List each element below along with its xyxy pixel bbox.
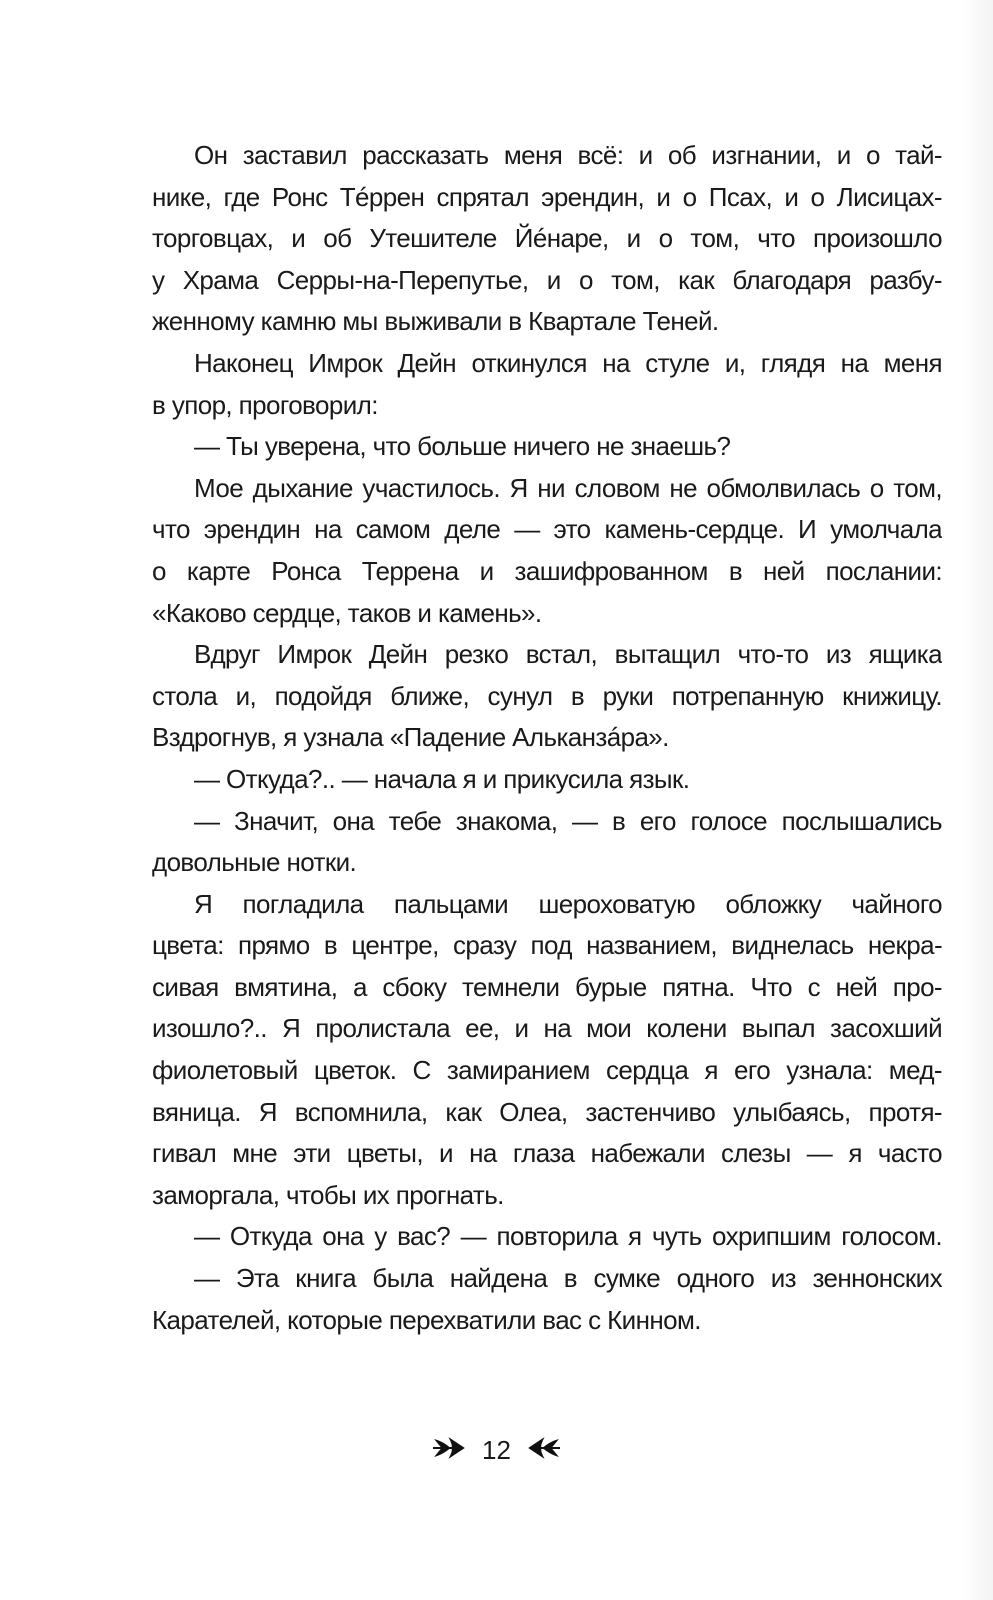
text-line: Он заставил рассказать меня всё: и об изгнании, и о тай- — [194, 140, 942, 170]
text-line: стола и, подойдя ближе, сунул в руки потрепанную книжицу. — [152, 680, 942, 711]
text-line: торговцах, и об Утешителе Йéнаре, и о том, что произошло — [152, 223, 942, 254]
text-line: в упор, проговорил: — [152, 389, 378, 420]
text-line: женному камню мы выживали в Квартале Теней. — [152, 306, 719, 337]
text-line: — Значит, она тебе знакома, — в его голосе послышались — [194, 805, 942, 836]
text-line: Я погладила пальцами шероховатую обложку чайного — [194, 888, 942, 919]
text-line: Карателей, которые перехватили вас с Кинном. — [152, 1304, 701, 1335]
text-line: сивая вмятина, а сбоку темнели бурые пятна. Что с ней про- — [152, 971, 942, 1002]
page-number: 12 — [482, 1435, 511, 1466]
text-line: цвета: прямо в центре, сразу под названием, виднелась некра- — [152, 930, 942, 961]
text-line: фиолетовый цветок. С замиранием сердца я его узнала: мед- — [152, 1055, 942, 1086]
text-line: что эрендин на самом деле — это камень-сердце. И умолчала — [152, 514, 942, 545]
text-line: — Откуда она у вас? — повторила я чуть охрипшим голосом. — [194, 1221, 942, 1252]
text-line: о карте Ронса Террена и зашифрованном в ней послании: — [152, 555, 942, 586]
body-text — [152, 135, 942, 1341]
text-line: — Эта книга была найдена в сумке одного из зеннонских — [194, 1263, 942, 1294]
ornament-left-icon — [431, 1432, 465, 1468]
page-footer — [0, 1430, 993, 1468]
text-line: гивал мне эти цветы, и на глаза набежали слезы — я часто — [152, 1138, 942, 1169]
text-line: — Ты уверена, что больше ничего не знаешь? — [194, 431, 731, 462]
text-line: вяница. Я вспомнила, как Олеа, застенчиво улыбаясь, протя- — [152, 1096, 942, 1127]
page-edge-shadow — [963, 0, 993, 1600]
text-line: довольные нотки. — [152, 847, 357, 878]
text-line: Вздрогнув, я узнала «Падение Альканзáра». — [152, 722, 669, 753]
text-line: «Каково сердце, таков и камень». — [152, 597, 542, 628]
text-line: изошло?.. Я пролистала ее, и на мои колени выпал засохший — [152, 1013, 942, 1044]
text-line: — Откуда?.. — начала я и прикусила язык. — [194, 763, 690, 794]
ornament-right-icon — [528, 1432, 562, 1468]
text-line: Мое дыхание участилось. Я ни словом не обмолвилась о том, — [194, 472, 942, 503]
text-line: Вдруг Имрок Дейн резко встал, вытащил что-то из ящика — [194, 639, 942, 670]
text-line: у Храма Серры-на-Перепутье, и о том, как благодаря разбу- — [152, 264, 942, 295]
text-line: заморгала, чтобы их прогнать. — [152, 1179, 504, 1210]
text-line: Наконец Имрок Дейн откинулся на стуле и, глядя на меня — [194, 347, 942, 378]
text-line: нике, где Ронс Тéррен спрятал эрендин, и о Псах, и о Лисицах- — [152, 181, 942, 212]
